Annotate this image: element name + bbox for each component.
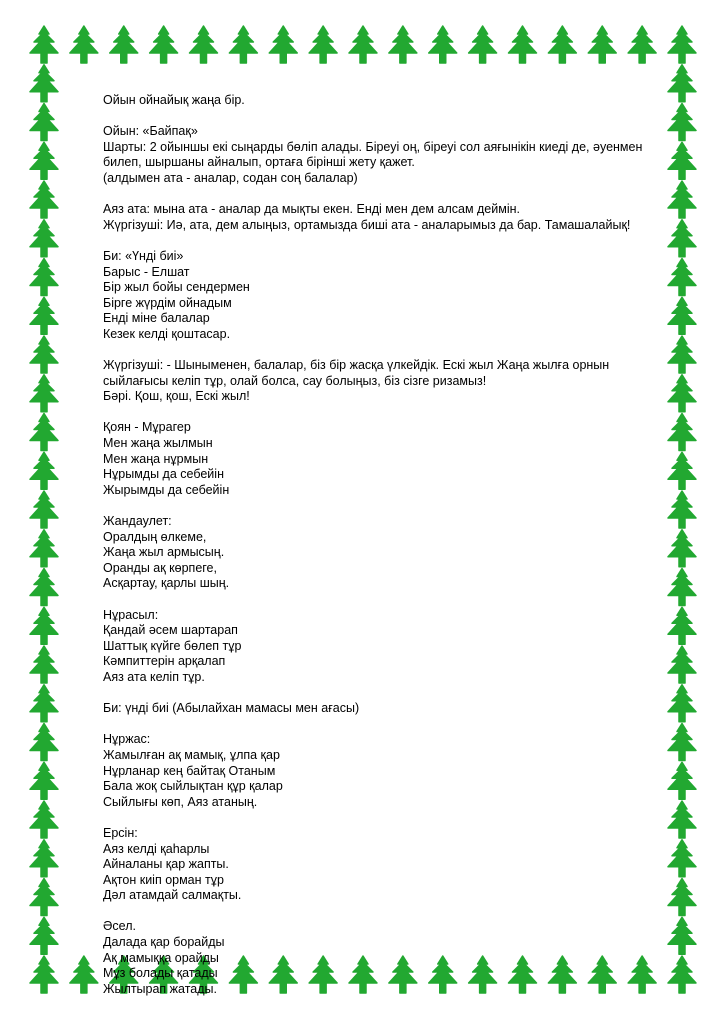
fir-tree-icon [30, 840, 58, 877]
text-line: Дәл атамдай салмақты. [103, 888, 242, 903]
text-line: Жүргізуші: - Шыныменен, балалар, біз бір жасқа үлкейдік. Ескі жыл Жаңа жылға орнын [103, 358, 610, 373]
fir-tree-icon [429, 26, 457, 63]
fir-tree-icon [70, 956, 98, 993]
fir-tree-icon [668, 26, 696, 63]
fir-tree-icon [30, 336, 58, 373]
text-line: Қоян - Мұрагер [103, 420, 191, 435]
text-line: Оралдың өлкеме, [103, 529, 207, 544]
fir-tree-icon [30, 297, 58, 334]
document-body [103, 93, 683, 1013]
text-line: Мен жаңа жылмын [103, 436, 213, 451]
paragraph [103, 93, 683, 109]
fir-tree-icon [30, 762, 58, 799]
text-line: Сыйлығы көп, Аяз атаның. [103, 794, 258, 809]
text-line: Аяз ата: мына ата - аналар да мықты екен. Енді мен дем алсам деймін. [103, 202, 520, 217]
fir-tree-icon [30, 104, 58, 141]
text-line: Бәрі. Қош, қош, Ескі жыл! [103, 389, 250, 404]
fir-tree-icon [548, 26, 576, 63]
text-line: Қандай әсем шартарап [103, 623, 238, 638]
fir-tree-icon [110, 26, 138, 63]
fir-tree-icon [30, 414, 58, 451]
text-line: (алдымен ата - аналар, содан соң балалар) [103, 170, 358, 185]
text-line: Мұз болады қатады [103, 966, 218, 981]
fir-tree-icon [150, 26, 178, 63]
text-line: Жандаулет: [103, 514, 172, 529]
fir-tree-icon [349, 26, 377, 63]
paragraph [103, 919, 683, 997]
fir-tree-icon [30, 607, 58, 644]
text-line: Ерсін: [103, 825, 138, 840]
text-line: Кезек келді қоштасар. [103, 326, 231, 341]
fir-tree-icon [30, 801, 58, 838]
paragraph [103, 249, 683, 343]
text-line: Асқартау, қарлы шың. [103, 576, 230, 591]
fir-tree-icon [30, 491, 58, 528]
paragraph [103, 514, 683, 592]
text-line: Нұрымды да себейін [103, 467, 224, 482]
fir-tree-icon [30, 65, 58, 102]
fir-tree-icon [30, 220, 58, 257]
text-line: Нұржас: [103, 732, 151, 747]
paragraph [103, 358, 683, 405]
text-line: Би: үнді биі (Абылайхан мамасы мен ағасы) [103, 701, 360, 716]
text-line: Енді міне балалар [103, 311, 210, 326]
text-line: Барыс - Елшат [103, 264, 190, 279]
paragraph [103, 732, 683, 810]
fir-tree-icon [70, 26, 98, 63]
paragraph [103, 202, 683, 233]
text-line: Жүргізуші: Иә, ата, дем алыңыз, ортамызда биші ата - аналарымыз да бар. Тамашалайық! [103, 217, 631, 232]
text-line: Жылтырап жатады. [103, 981, 218, 996]
text-line: Бірге жүрдім ойнадым [103, 295, 232, 310]
text-line: Аяз келді қаһарлы [103, 841, 210, 856]
text-line: Ақтон киіп орман тұр [103, 872, 224, 887]
text-line: Нұрланар кең байтақ Отаным [103, 763, 276, 778]
fir-tree-icon [269, 26, 297, 63]
fir-tree-icon [30, 917, 58, 954]
fir-tree-icon [309, 26, 337, 63]
fir-tree-icon [30, 646, 58, 683]
fir-tree-icon [628, 26, 656, 63]
text-line: Ойын ойнайық жаңа бір. [103, 93, 245, 107]
fir-tree-icon [389, 26, 417, 63]
text-line: Әсел. [103, 919, 136, 934]
text-line: Нұрасыл: [103, 607, 159, 622]
fir-tree-icon [30, 879, 58, 916]
fir-tree-icon [30, 956, 58, 993]
fir-tree-icon [229, 26, 257, 63]
fir-tree-icon [30, 259, 58, 296]
text-line: билеп, шыршаны айналып, ортаға бірінші жету қажет. [103, 155, 415, 170]
text-line: Шарты: 2 ойыншы екі сыңарды бөліп алады. Біреуі оң, біреуі сол аяғынікін киеді де, әуенмен [103, 139, 643, 154]
fir-tree-icon [30, 375, 58, 412]
paragraph [103, 124, 683, 186]
text-line: Жырымды да себейін [103, 482, 230, 497]
text-line: Оранды ақ көрпеге, [103, 560, 217, 575]
fir-tree-icon [30, 530, 58, 567]
text-line: Жаңа жыл армысың. [103, 545, 225, 560]
fir-tree-icon [509, 26, 537, 63]
paragraph [103, 826, 683, 904]
fir-tree-icon [30, 452, 58, 489]
fir-tree-icon [30, 142, 58, 179]
text-line: Ойын: «Байпақ» [103, 124, 198, 139]
fir-tree-icon [30, 26, 58, 63]
fir-tree-icon [30, 569, 58, 606]
fir-tree-icon [190, 26, 218, 63]
text-line: Бір жыл бойы сендермен [103, 280, 250, 295]
text-line: Айналаны қар жапты. [103, 857, 229, 872]
text-line: Бала жоқ сыйлықтан құр қалар [103, 779, 283, 794]
fir-tree-icon [588, 26, 616, 63]
paragraph [103, 420, 683, 498]
paragraph [103, 608, 683, 686]
fir-tree-icon [30, 181, 58, 218]
fir-tree-icon [469, 26, 497, 63]
text-line: Ақ мамыққа орайды [103, 950, 219, 965]
text-line: Аяз ата келіп тұр. [103, 669, 205, 684]
paragraph [103, 701, 683, 717]
text-line: Кәмпиттерін арқалап [103, 654, 226, 669]
text-line: Далада қар борайды [103, 935, 225, 950]
text-line: Шаттық күйге бөлеп тұр [103, 638, 242, 653]
text-line: Би: «Үнді биі» [103, 248, 184, 263]
fir-tree-icon [30, 685, 58, 722]
text-line: Мен жаңа нұрмын [103, 451, 209, 466]
text-line: Жамылған ақ мамық, ұлпа қар [103, 747, 280, 762]
text-line: сыйлағысы келіп тұр, олай болса, сау болыңыз, біз сізге ризамыз! [103, 373, 487, 388]
fir-tree-icon [30, 724, 58, 761]
